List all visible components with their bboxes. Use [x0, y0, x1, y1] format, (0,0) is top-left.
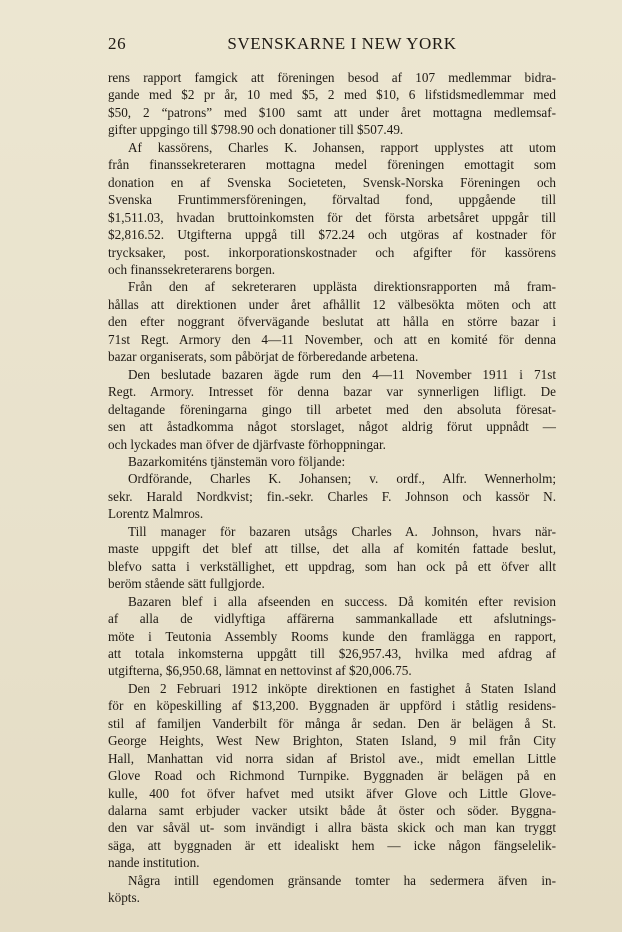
text-line: stil af familjen Vanderbilt för många år sedan. Den är belägen å St. — [108, 715, 556, 731]
paragraph — [108, 593, 556, 680]
text-line: dalarna samt erbjuder vacker utsikt både åt öster och söder. Byggna- — [108, 803, 556, 819]
running-head — [108, 34, 556, 56]
text-line: Den 2 Februari 1912 inköpte direktionen en fastighet å Staten Island — [128, 680, 556, 696]
text-line: af alla de vidlyftiga affärerna sammankallade ett afslutnings- — [108, 611, 556, 627]
text-line: hållas att direktionen under året afhållit 12 välbesökta möten och att — [108, 296, 556, 312]
paragraph — [108, 69, 556, 139]
text-line: blefvo satta i verkställighet, ett uppdrag, som han ock på ett öfver allt — [108, 558, 556, 574]
text-line: Hall, Manhattan vid norra sidan af Bristol ave., midt emellan Little — [108, 750, 556, 766]
text-line: nande institution. — [108, 855, 200, 871]
text-line: maste uppgift det blef att tillse, det alla af komitén fattade beslut, — [108, 541, 556, 557]
paragraph — [108, 278, 556, 365]
text-line: Lorentz Malmros. — [108, 506, 204, 522]
text-line: beröm stående sätt fullgjorde. — [108, 576, 265, 592]
text-line: och lyckades man öfver de djärfvaste förhoppningar. — [108, 436, 386, 452]
text-line: gifter uppgingo till $798.90 och donationer till $507.49. — [108, 122, 404, 138]
text-line: $2,816.52. Utgifterna uppgå till $72.24 och utgöras af kostnader för — [108, 227, 556, 243]
text-line: Från den af sekreteraren upplästa direktionsrapporten må fram- — [128, 279, 556, 295]
text-line: $50, 2 “patrons” med $100 samt att under året mottagna medlemsaf- — [108, 104, 556, 120]
text-line: Regt. Armory. Intresset för denna bazar var synnerligen lifligt. De — [108, 384, 556, 400]
text-line: Den beslutade bazaren ägde rum den 4—11 November 1911 i 71st — [128, 366, 556, 382]
text-line: rens rapport famgick att föreningen besod af 107 medlemmar bidra- — [108, 70, 556, 85]
text-line: 71st Regt. Armory den 4—11 November, och att en komité för denna — [108, 331, 556, 347]
text-line: kulle, 400 fot öfver hafvet med utsikt äfver Glove och Little Glove- — [108, 785, 556, 801]
paragraph — [108, 470, 556, 522]
text-line: möte i Teutonia Assembly Rooms kunde den framlägga en rapport, — [108, 628, 556, 644]
body-text — [108, 69, 556, 907]
paragraph — [108, 366, 556, 453]
text-line: för en köpeskilling af $13,200. Byggnaden är uppförd i ståtlig residens- — [108, 698, 556, 714]
text-line: Bazaren blef i alla afseenden en success. Då komitén efter revision — [128, 593, 556, 609]
text-line: bazar organiserats, som påbörjat de förberedande arbetena. — [108, 349, 419, 365]
text-line: sen att åstadkomma något storslaget, något aldrig förut uppnådt — — [108, 419, 556, 435]
text-line: Svenska Fruntimmersföreningen, förvaltad fond, uppgående till — [108, 192, 556, 208]
running-title: SVENSKARNE I NEW YORK — [227, 34, 457, 53]
text-line: den var såväl ut- som invändigt i allra bästa skick och man kan tryggt — [108, 820, 556, 836]
text-line: utgifterna, $6,950.68, lämnat en nettovinst af $20,006.75. — [108, 663, 412, 679]
text-line: att totala inkomsterna uppgått till $26,957.43, hvilka med afdrag af — [108, 645, 556, 661]
text-line: Bazarkomiténs tjänstemän voro följande: — [128, 453, 346, 469]
paragraph — [108, 872, 556, 907]
text-line: Till manager för bazaren utsågs Charles A. Johnson, hvars när- — [128, 523, 556, 539]
text-line: $1,511.03, hvadan bruttoinkomsten för det första arbetsåret uppgår till — [108, 209, 556, 225]
paragraph — [108, 523, 556, 593]
text-line: sekr. Harald Nordkvist; fin.-sekr. Charles F. Johnson och kassör N. — [108, 488, 556, 504]
text-line: gande med $2 pr år, 10 med $5, 2 med $10, 6 lifstidsmedlemmar med — [108, 87, 556, 103]
text-line: George Heights, West New Brighton, Staten Island, 9 mil från City — [108, 733, 556, 749]
text-line: Ordförande, Charles K. Johansen; v. ordf., Alfr. Wennerholm; — [128, 471, 556, 487]
text-line: köpts. — [108, 890, 140, 906]
text-line: Några intill egendomen gränsande tomter ha sedermera äfven in- — [128, 872, 556, 888]
text-line: deltagande föreningarna gingo till arbetet med den absoluta föresat- — [108, 401, 556, 417]
paragraph — [108, 139, 556, 279]
paragraph — [108, 680, 556, 872]
text-line: den efter noggrant öfvervägande beslutat att hålla en större bazar i — [108, 314, 556, 330]
text-line: trycksaker, post. inkorporationskostnader och afgifter för kassörens — [108, 244, 556, 260]
text-line: donation en af Svenska Societeten, Svensk-Norska Föreningen och — [108, 174, 556, 190]
text-line: och finanssekreterarens borgen. — [108, 261, 276, 277]
paragraph — [108, 453, 556, 470]
text-line: Af kassörens, Charles K. Johansen, rapport upplystes att utom — [128, 139, 556, 155]
text-line: Glove Road och Richmond Turnpike. Byggnaden är belägen på en — [108, 768, 556, 784]
page-number: 26 — [108, 34, 127, 53]
text-line: från finanssekreteraren mottagna medel föreningen emottagit som — [108, 157, 556, 173]
text-line: säga, att byggnaden är ett idealiskt hem — icke någon fängselelik- — [108, 837, 556, 853]
